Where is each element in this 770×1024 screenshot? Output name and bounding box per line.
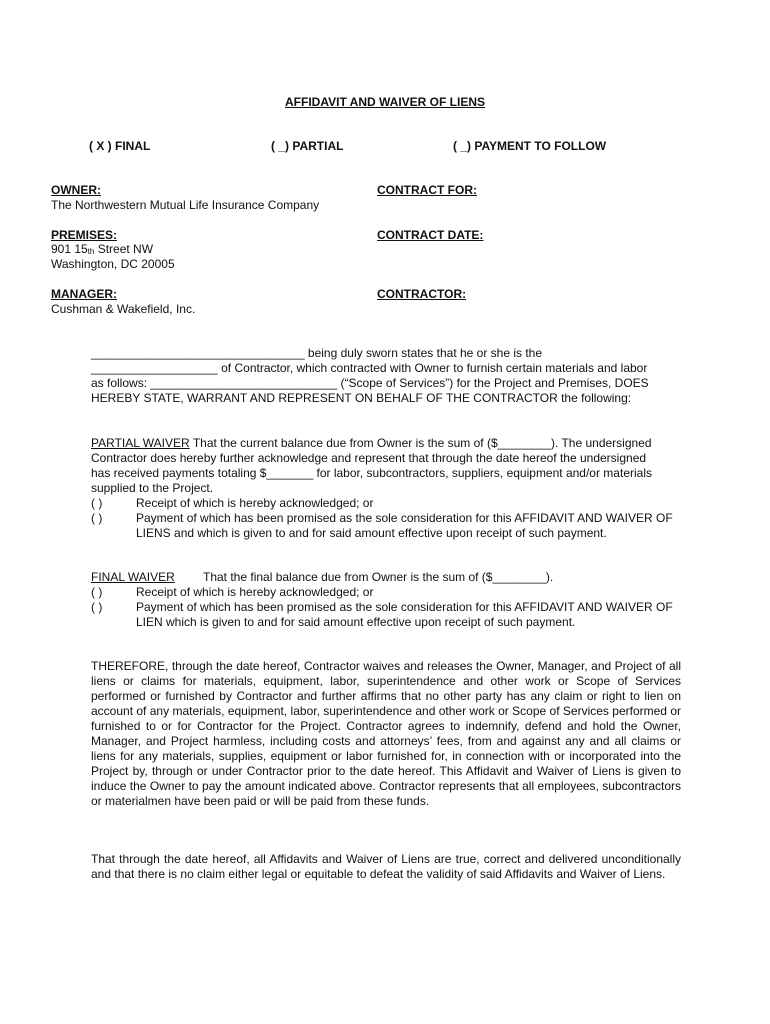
intro-paragraph xyxy=(91,346,681,406)
partial-waiver-item-1: ( ) Receipt of which is hereby acknowledged; or xyxy=(91,496,374,510)
partial-waiver-section xyxy=(91,436,681,541)
final-waiver-line-1: That the final balance due from Owner is the sum of ($________). xyxy=(203,570,554,584)
final-checkbox-2: ( ) xyxy=(91,600,103,614)
partial-checkbox-1: ( ) xyxy=(91,496,103,510)
owner-label: OWNER: xyxy=(51,183,101,197)
intro-line-2: ___________________ of Contractor, which contracted with Owner to furnish certain materials and labor xyxy=(91,361,648,375)
closing-paragraph: That through the date hereof, all Affidavits and Waiver of Liens are true, correct and delivered unconditionally and that there is no claim either legal or equitable to defeat the validity of said Affidavits and Waiver of Liens. xyxy=(91,852,681,881)
contractor-label: CONTRACTOR: xyxy=(377,287,467,301)
partial-waiver-line-4: supplied to the Project. xyxy=(91,481,214,495)
partial-checkbox-2: ( ) xyxy=(91,511,103,525)
partial-waiver-heading: PARTIAL WAIVER xyxy=(91,436,190,450)
contract-date-label: CONTRACT DATE: xyxy=(377,228,484,242)
option-final: ( X ) FINAL xyxy=(89,139,151,153)
contract-for-label: CONTRACT FOR: xyxy=(377,183,477,197)
intro-line-3: as follows: ____________________________ (“Scope of Services”) for the Project and Premises, DOES xyxy=(91,376,649,390)
therefore-paragraph: THEREFORE, through the date hereof, Contractor waives and releases the Owner, Manager, and Project of all liens or claims for materials, equipment, labor, superintendence and other work or Scope of Services performed or furnished by Contractor and further affirms that no other party has any claim or right to lien on account of any materials, equipment, labor, superintendence and other work or Scope of Services performed or furnished to or for Contractor for the Project. Contractor agrees to indemnify, defend and hold the Owner, Manager, and Project harmless, including costs and attorneys’ fees, from and against any and all claims or liens for any materials, supplies, equipment or labor furnished for, in connection with or incorporated into the Project by, through or under Contractor prior to the date hereof. This Affidavit and Waiver of Liens is given to induce the Owner to pay the amount indicated above. Contractor represents that all employees, subcontractors or materialmen have been paid or will be paid from these funds. xyxy=(91,659,681,808)
manager-value: Cushman & Wakefield, Inc. xyxy=(51,302,196,316)
partial-waiver-line-1: That the current balance due from Owner is the sum of ($________). The undersigned xyxy=(189,436,652,450)
manager-label: MANAGER: xyxy=(51,287,117,301)
final-waiver-item-2: ( ) Payment of which has been promised as the sole consideration for this AFFIDAVIT AND WAIVER OF LIEN which is given to and for said amount effective upon receipt of such payment. xyxy=(91,600,673,629)
premises-street: 901 $15_{th}$ Street NW xyxy=(51,242,154,256)
partial-waiver-line-2: Contractor does hereby further acknowledge and represent that through the date hereof the undersigned xyxy=(91,451,647,465)
final-waiver-heading: FINAL WAIVER xyxy=(91,570,175,584)
intro-line-4: HEREBY STATE, WARRANT AND REPRESENT ON BEHALF OF THE CONTRACTOR the following: xyxy=(91,391,632,405)
intro-line-1: ________________________________ being duly sworn states that he or she is the xyxy=(91,346,543,360)
premises-city: Washington, DC 20005 xyxy=(51,257,175,271)
option-payment-to-follow: ( _) PAYMENT TO FOLLOW xyxy=(453,139,607,153)
option-partial: ( _) PARTIAL xyxy=(271,139,344,153)
final-waiver-section xyxy=(91,570,681,630)
final-checkbox-1: ( ) xyxy=(91,585,103,599)
document-title: AFFIDAVIT AND WAIVER OF LIENS xyxy=(285,95,485,109)
final-waiver-item-1: ( ) Receipt of which is hereby acknowledged; or xyxy=(91,585,374,599)
partial-waiver-line-3: has received payments totaling $_______ for labor, subcontractors, suppliers, equipment and/or materials xyxy=(91,466,652,480)
partial-waiver-item-2: ( ) Payment of which has been promised as the sole consideration for this AFFIDAVIT AND WAIVER OF LIENS and which is given to and for said amount effective upon receipt of such payment. xyxy=(91,511,673,540)
owner-value: The Northwestern Mutual Life Insurance Company xyxy=(51,198,320,212)
premises-label: PREMISES: xyxy=(51,228,118,242)
